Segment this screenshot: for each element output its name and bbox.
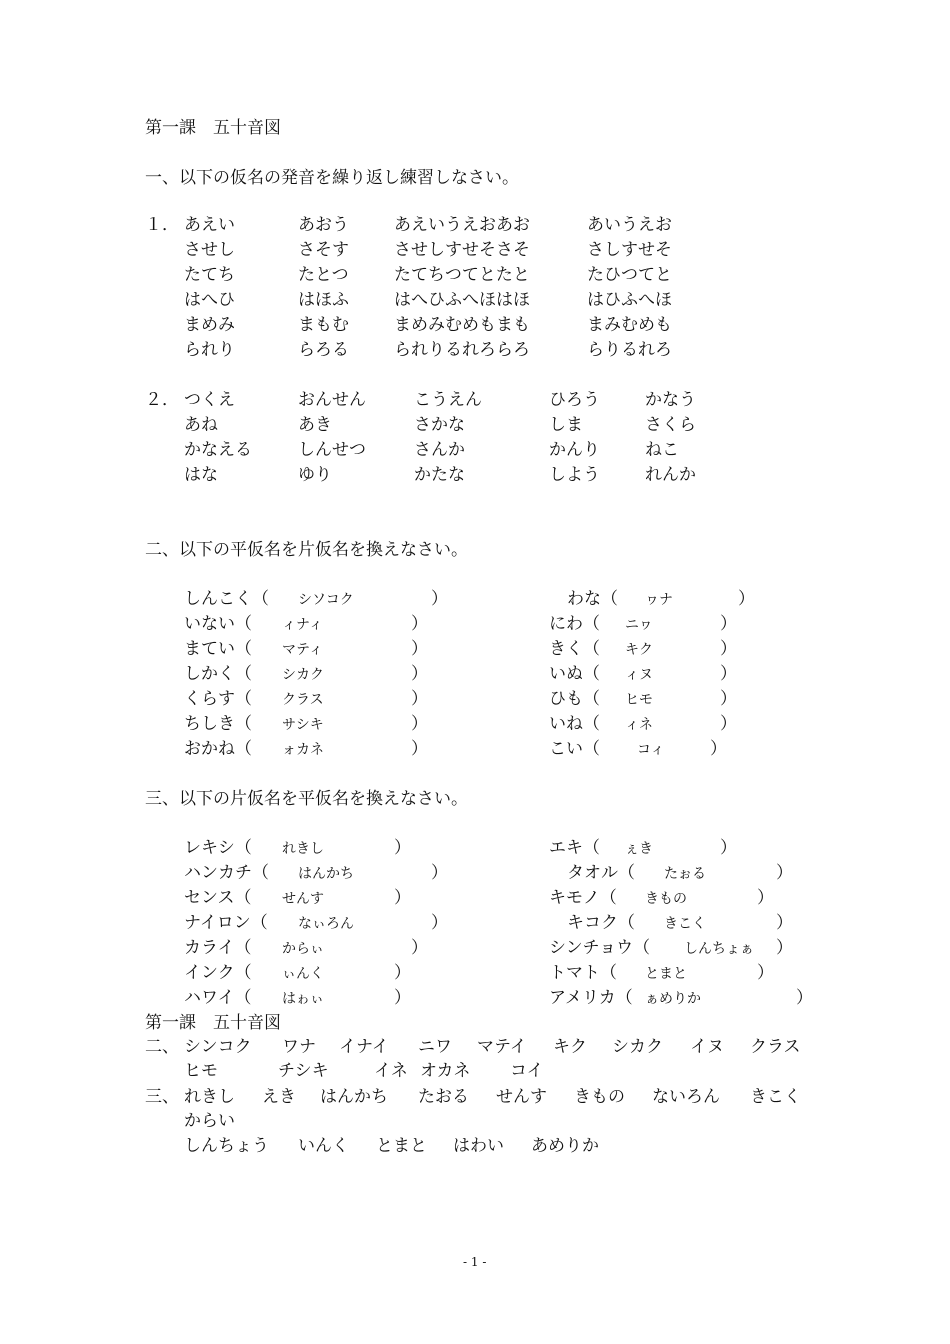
convert-answer: コィ	[637, 742, 665, 758]
ex1-word: はひふへほ	[587, 290, 672, 310]
ex2-word: さかな	[414, 415, 465, 435]
answer3-label: 三、	[145, 1087, 179, 1107]
convert-question: ナイロン（	[184, 913, 268, 933]
convert-close-paren: ）	[710, 739, 727, 759]
convert-question: センス（	[184, 888, 252, 908]
convert-close-paren: ）	[431, 913, 448, 933]
convert-question: にわ（	[549, 614, 600, 634]
convert-question: しかく（	[184, 664, 252, 684]
answer-word: ニワ	[418, 1037, 452, 1057]
convert-question: わな（	[567, 589, 618, 609]
convert-question: カライ（	[184, 938, 252, 958]
answer-word: キク	[553, 1037, 587, 1057]
convert-answer: シカク	[282, 667, 324, 683]
ex1-word: はへひふへほはほ	[394, 290, 530, 310]
convert-close-paren: ）	[394, 963, 411, 983]
convert-question: いない（	[184, 614, 252, 634]
convert-close-paren: ）	[757, 888, 774, 908]
convert-question: いね（	[549, 714, 600, 734]
answer-word: ヒモ	[184, 1061, 218, 1081]
ex2-word: こうえん	[414, 390, 482, 410]
convert-close-paren: ）	[720, 664, 737, 684]
convert-answer: はゎぃ	[282, 991, 324, 1007]
convert-answer: ぁめりか	[645, 991, 701, 1007]
answer-word: ないろん	[652, 1087, 720, 1107]
ex2-word: かなえる	[184, 440, 252, 460]
convert-close-paren: ）	[411, 639, 428, 659]
convert-answer: キク	[625, 642, 653, 658]
convert-answer: きこく	[664, 916, 706, 932]
convert-answer: せんす	[282, 891, 324, 907]
ex2-number: ２．	[145, 390, 179, 410]
convert-answer: なぃろん	[298, 916, 354, 932]
convert-question: くらす（	[184, 689, 252, 709]
convert-close-paren: ）	[757, 963, 774, 983]
ex1-word: はへひ	[184, 290, 235, 310]
answer-word: あめりか	[531, 1136, 599, 1156]
convert-question: ちしき（	[184, 714, 252, 734]
ex2-word: はな	[184, 465, 218, 485]
convert-answer: シソコク	[298, 592, 354, 608]
convert-answer: しんちょぁ	[684, 941, 754, 957]
convert-question: シンチョウ（	[549, 938, 651, 958]
ex2-word: しよう	[549, 465, 600, 485]
answer-title: 第一課 五十音図	[145, 1013, 281, 1033]
ex2-word: しんせつ	[298, 440, 366, 460]
convert-question: ひも（	[549, 689, 600, 709]
ex1-word: あえいうえおあお	[394, 215, 530, 235]
ex1-word: まめみ	[184, 315, 235, 335]
answer-word: シンコク	[184, 1037, 252, 1057]
ex1-word: たてち	[184, 265, 235, 285]
answer-word: れきし	[184, 1087, 235, 1107]
convert-question: アメリカ（	[549, 988, 633, 1008]
ex1-word: させしすせそさそ	[394, 240, 530, 260]
answer-word: シカク	[612, 1037, 663, 1057]
answer-word: チシキ	[278, 1061, 329, 1081]
answer-word: イヌ	[690, 1037, 724, 1057]
convert-close-paren: ）	[394, 838, 411, 858]
convert-close-paren: ）	[431, 863, 448, 883]
answer-word: きこく	[750, 1087, 801, 1107]
convert-close-paren: ）	[796, 988, 813, 1008]
convert-close-paren: ）	[720, 639, 737, 659]
convert-question: インク（	[184, 963, 252, 983]
ex2-word: おんせん	[298, 390, 366, 410]
ex2-word: れんか	[645, 465, 696, 485]
convert-question: ハワイ（	[184, 988, 252, 1008]
ex1-word: あえい	[184, 215, 235, 235]
convert-answer: サシキ	[282, 717, 324, 733]
ex1-word: させし	[184, 240, 235, 260]
answer-word: クラス	[750, 1037, 801, 1057]
answer-word: イナイ	[339, 1037, 389, 1057]
ex2-word: ねこ	[645, 440, 679, 460]
convert-answer: れきし	[282, 841, 324, 857]
section3-heading: 三、以下の片仮名を平仮名を換えなさい。	[145, 789, 468, 809]
convert-answer: クラス	[282, 692, 324, 708]
ex1-word: らろる	[298, 340, 349, 360]
convert-close-paren: ）	[720, 714, 737, 734]
convert-question: いぬ（	[549, 664, 600, 684]
convert-close-paren: ）	[411, 614, 428, 634]
convert-question: トマト（	[549, 963, 617, 983]
ex1-word: まもむ	[298, 315, 349, 335]
answer-word: しんちょう	[184, 1136, 269, 1156]
answer-word: ワナ	[282, 1037, 316, 1057]
ex2-word: さんか	[414, 440, 465, 460]
ex2-word: さくら	[645, 415, 696, 435]
ex1-word: たてちつてとたと	[394, 265, 530, 285]
ex1-word: まめみむめもまも	[394, 315, 530, 335]
ex1-word: はほふ	[298, 290, 349, 310]
answer-word: とまと	[376, 1136, 427, 1156]
convert-answer: ぇき	[625, 841, 653, 857]
ex1-word: たとつ	[298, 265, 349, 285]
convert-answer: きもの	[645, 891, 687, 907]
answer-word: はわい	[453, 1136, 504, 1156]
convert-question: しんこく（	[184, 589, 269, 609]
convert-question: おかね（	[184, 739, 252, 759]
convert-answer: ニヮ	[625, 617, 653, 633]
convert-close-paren: ）	[411, 739, 428, 759]
ex2-word: ひろう	[549, 390, 600, 410]
ex1-word: まみむめも	[587, 315, 672, 335]
convert-close-paren: ）	[720, 838, 737, 858]
convert-close-paren: ）	[720, 689, 737, 709]
convert-close-paren: ）	[394, 888, 411, 908]
lesson-title: 第一課 五十音図	[145, 118, 281, 138]
ex1-word: さしすせそ	[587, 240, 672, 260]
ex1-number: １．	[145, 215, 179, 235]
convert-question: エキ（	[549, 838, 600, 858]
ex2-word: あね	[184, 415, 218, 435]
answer-word: えき	[262, 1087, 296, 1107]
convert-answer: ぃんく	[282, 966, 324, 982]
ex2-word: ゆり	[298, 465, 332, 485]
answer-word: きもの	[574, 1087, 625, 1107]
convert-close-paren: ）	[394, 988, 411, 1008]
convert-question: きく（	[549, 639, 600, 659]
answer-word: マテイ	[477, 1037, 527, 1057]
convert-close-paren: ）	[720, 614, 737, 634]
convert-close-paren: ）	[431, 589, 448, 609]
answer-word: コイ	[510, 1061, 544, 1081]
answer-word: からい	[184, 1111, 235, 1131]
ex2-word: かたな	[414, 465, 465, 485]
convert-close-paren: ）	[411, 938, 428, 958]
convert-close-paren: ）	[411, 664, 428, 684]
answer-word: オカネ	[420, 1061, 471, 1081]
ex1-word: られり	[184, 340, 235, 360]
ex1-word: らりるれろ	[587, 340, 672, 360]
convert-close-paren: ）	[776, 913, 793, 933]
convert-answer: とまと	[645, 966, 687, 982]
convert-close-paren: ）	[411, 689, 428, 709]
ex1-word: あおう	[298, 215, 349, 235]
answer-word: たおる	[418, 1087, 469, 1107]
convert-question: こい（	[549, 739, 600, 759]
convert-answer: ヮナ	[645, 592, 673, 608]
answer-word: いんく	[298, 1136, 349, 1156]
ex1-word: あいうえお	[587, 215, 672, 235]
answer2-label: 二、	[145, 1037, 179, 1057]
ex2-word: あき	[298, 415, 332, 435]
convert-close-paren: ）	[738, 589, 755, 609]
convert-question: まてい（	[184, 639, 252, 659]
answer-word: せんす	[496, 1087, 547, 1107]
convert-close-paren: ）	[776, 938, 793, 958]
ex1-word: たひつてと	[587, 265, 672, 285]
convert-close-paren: ）	[411, 714, 428, 734]
ex2-word: かなう	[645, 390, 696, 410]
ex2-word: つくえ	[184, 390, 235, 410]
convert-answer: ィネ	[625, 717, 653, 733]
section2-heading: 二、以下の平仮名を片仮名を換えなさい。	[145, 540, 468, 560]
section1-heading: 一、以下の仮名の発音を繰り返し練習しなさい。	[145, 168, 519, 188]
convert-question: タオル（	[567, 863, 635, 883]
answer-word: はんかち	[320, 1087, 388, 1107]
convert-question: キコク（	[567, 913, 635, 933]
ex1-word: さそす	[298, 240, 349, 260]
convert-answer: ォカネ	[282, 742, 324, 758]
page-number: - 1 -	[463, 1255, 487, 1269]
convert-answer: たぉる	[664, 866, 706, 882]
convert-answer: からぃ	[282, 941, 324, 957]
convert-question: レキシ（	[184, 838, 252, 858]
ex2-word: かんり	[549, 440, 600, 460]
convert-answer: ィナィ	[282, 617, 323, 633]
ex1-word: られりるれろらろ	[394, 340, 530, 360]
convert-answer: ィヌ	[625, 667, 653, 683]
convert-answer: ヒモ	[625, 692, 653, 708]
convert-answer: はんかち	[298, 866, 354, 882]
convert-question: キモノ（	[549, 888, 617, 908]
convert-answer: マティ	[282, 642, 323, 658]
answer-word: イネ	[374, 1061, 408, 1081]
ex2-word: しま	[549, 415, 583, 435]
convert-close-paren: ）	[776, 863, 793, 883]
convert-question: ハンカチ（	[184, 863, 269, 883]
